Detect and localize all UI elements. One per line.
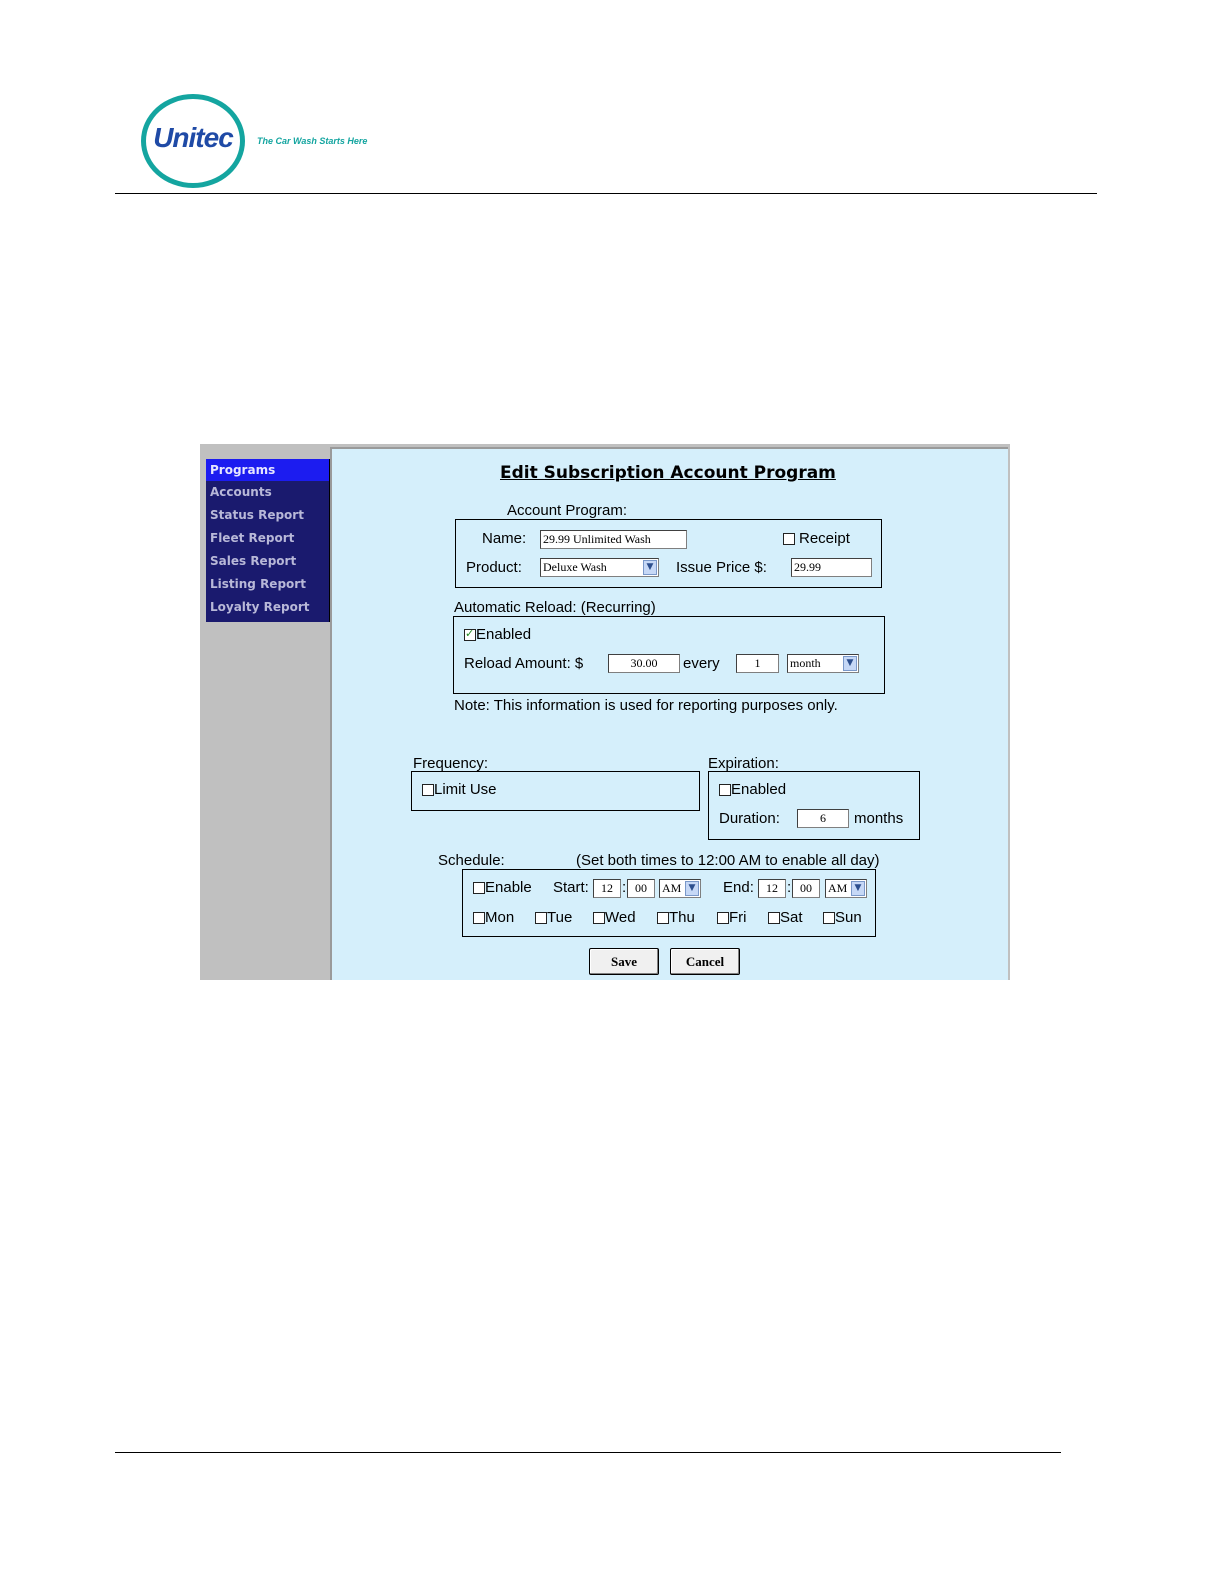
start-label: Start: bbox=[553, 879, 589, 896]
day-sat-label: Sat bbox=[780, 909, 803, 926]
tagline: The Car Wash Starts Here bbox=[257, 136, 368, 146]
sidebar-item-accounts[interactable]: Accounts bbox=[210, 485, 272, 499]
account-program-box bbox=[455, 519, 882, 588]
issue-price-input[interactable]: 29.99 bbox=[791, 558, 872, 577]
duration-input[interactable]: 6 bbox=[797, 809, 849, 828]
day-sun-checkbox[interactable] bbox=[823, 912, 835, 924]
day-tue-checkbox[interactable] bbox=[535, 912, 547, 924]
sidebar-item-sales-report[interactable]: Sales Report bbox=[210, 554, 297, 568]
day-wed-label: Wed bbox=[605, 909, 636, 926]
start-ampm-value: AM bbox=[662, 881, 682, 895]
every-label: every bbox=[683, 655, 720, 672]
sidebar-item-loyalty-report[interactable]: Loyalty Report bbox=[210, 600, 310, 614]
day-mon-checkbox[interactable] bbox=[473, 912, 485, 924]
schedule-hint: (Set both times to 12:00 AM to enable all day) bbox=[576, 852, 880, 869]
sidebar-item-listing-report[interactable]: Listing Report bbox=[210, 577, 306, 591]
duration-unit: months bbox=[854, 810, 904, 827]
schedule-enable-label: Enable bbox=[485, 879, 532, 896]
duration-label: Duration: bbox=[719, 810, 780, 827]
end-ampm-select[interactable] bbox=[825, 879, 867, 898]
day-thu-checkbox[interactable] bbox=[657, 912, 669, 924]
chevron-down-icon: ▼ bbox=[643, 560, 657, 575]
sidebar-item-fleet-report[interactable]: Fleet Report bbox=[210, 531, 295, 545]
end-ampm-value: AM bbox=[828, 881, 848, 895]
day-fri-label: Fri bbox=[729, 909, 747, 926]
schedule-box bbox=[462, 869, 876, 937]
automatic-reload-box bbox=[453, 616, 885, 694]
header-divider bbox=[115, 193, 1097, 194]
reload-period-value: month bbox=[790, 656, 821, 670]
expiration-label: Expiration: bbox=[708, 755, 779, 772]
receipt-label: Receipt bbox=[799, 530, 850, 547]
end-minute-input[interactable]: 00 bbox=[792, 879, 820, 898]
end-hour-input[interactable]: 12 bbox=[758, 879, 786, 898]
main-content bbox=[330, 447, 1008, 980]
day-sun-label: Sun bbox=[835, 909, 862, 926]
unitec-logo bbox=[141, 94, 245, 188]
expiration-enabled-checkbox[interactable] bbox=[719, 784, 731, 796]
logo-text: Unitec bbox=[153, 122, 233, 153]
product-select-value: Deluxe Wash bbox=[543, 560, 607, 574]
sidebar-item-programs[interactable]: Programs bbox=[206, 459, 329, 481]
app-window bbox=[200, 444, 1010, 980]
frequency-label: Frequency: bbox=[413, 755, 489, 772]
day-sat-checkbox[interactable] bbox=[768, 912, 780, 924]
cancel-button[interactable]: Cancel bbox=[670, 948, 740, 975]
day-thu-label: Thu bbox=[669, 909, 695, 926]
reload-amount-label: Reload Amount: $ bbox=[464, 655, 584, 672]
chevron-down-icon: ▼ bbox=[851, 881, 865, 896]
footer-divider bbox=[115, 1452, 1061, 1453]
save-button[interactable]: Save bbox=[589, 948, 659, 975]
receipt-checkbox[interactable] bbox=[783, 533, 795, 545]
day-wed-checkbox[interactable] bbox=[593, 912, 605, 924]
sidebar-nav bbox=[206, 459, 330, 622]
start-minute-input[interactable]: 00 bbox=[627, 879, 655, 898]
frequency-box bbox=[411, 771, 700, 811]
reload-enabled-label: Enabled bbox=[476, 626, 532, 643]
schedule-label: Schedule: bbox=[438, 852, 505, 869]
product-select[interactable] bbox=[540, 558, 659, 577]
chevron-down-icon: ▼ bbox=[843, 656, 857, 671]
automatic-reload-label: Automatic Reload: (Recurring) bbox=[454, 599, 656, 616]
reload-note: Note: This information is used for reporting purposes only. bbox=[454, 697, 838, 714]
expiration-enabled-label: Enabled bbox=[731, 781, 787, 798]
day-tue-label: Tue bbox=[547, 909, 573, 926]
schedule-enable-checkbox[interactable] bbox=[473, 882, 485, 894]
page-title: Edit Subscription Account Program bbox=[500, 463, 836, 483]
chevron-down-icon: ▼ bbox=[685, 881, 699, 896]
expiration-box bbox=[708, 771, 920, 840]
reload-amount-input[interactable]: 30.00 bbox=[608, 654, 680, 673]
sidebar-item-status-report[interactable]: Status Report bbox=[210, 508, 304, 522]
end-label: End: bbox=[723, 879, 754, 896]
product-label: Product: bbox=[466, 559, 522, 576]
reload-enabled-checkbox[interactable] bbox=[464, 629, 476, 641]
day-fri-checkbox[interactable] bbox=[717, 912, 729, 924]
issue-price-label: Issue Price $: bbox=[676, 559, 767, 576]
day-mon-label: Mon bbox=[485, 909, 515, 926]
reload-period-select[interactable] bbox=[787, 654, 859, 673]
account-program-label: Account Program: bbox=[507, 502, 628, 519]
name-input[interactable]: 29.99 Unlimited Wash bbox=[540, 530, 687, 549]
name-label: Name: bbox=[482, 530, 527, 547]
start-hour-input[interactable]: 12 bbox=[593, 879, 621, 898]
start-colon: : bbox=[622, 879, 627, 896]
limit-use-checkbox[interactable] bbox=[422, 784, 434, 796]
limit-use-label: Limit Use bbox=[434, 781, 497, 798]
start-ampm-select[interactable] bbox=[659, 879, 701, 898]
end-colon: : bbox=[787, 879, 792, 896]
reload-every-input[interactable]: 1 bbox=[736, 654, 779, 673]
